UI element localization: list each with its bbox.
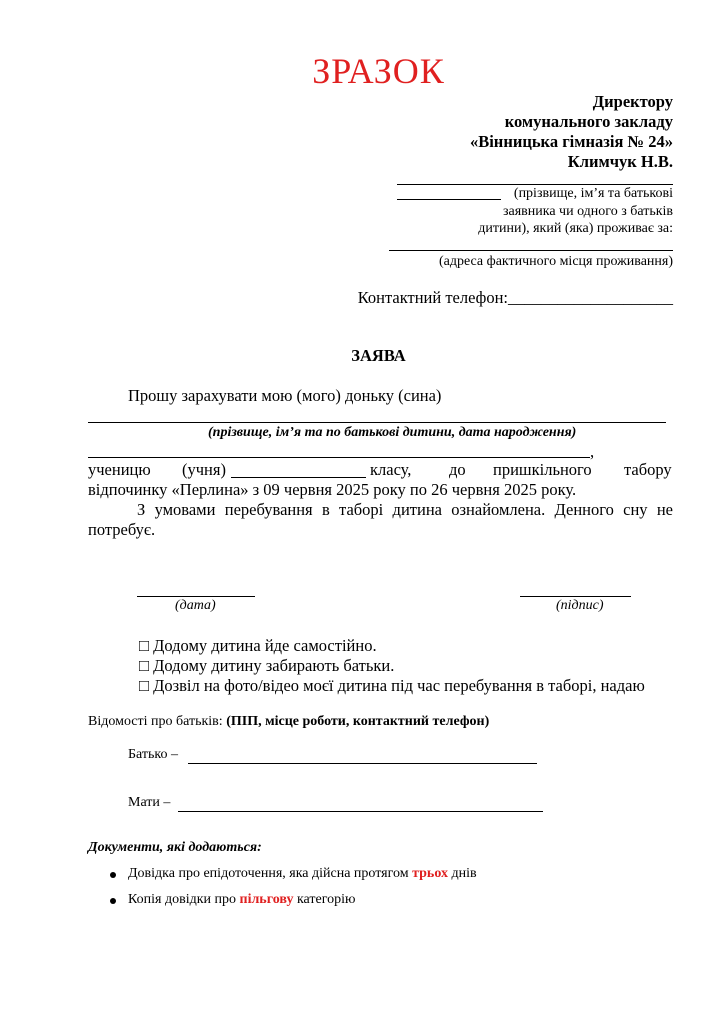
camp-dates-text: відпочинку «Перлина» з 09 червня 2025 року по 26 червня 2025 року.	[88, 480, 577, 499]
attachment-item-2	[128, 892, 355, 908]
addressee-line-4: Климчук Н.В.	[567, 152, 673, 171]
class-word-4: до	[449, 460, 466, 479]
class-word-6: табору	[624, 460, 672, 479]
parents-info-label	[88, 714, 489, 730]
comma: ,	[590, 442, 595, 461]
parents-info-bold: (ПІП, місце роботи, контактний телефон)	[226, 714, 490, 729]
class-number-line	[231, 477, 366, 478]
class-word-2: (учня)	[182, 460, 226, 479]
applicant-hint-3: дитини), який (яка) проживає за:	[478, 221, 673, 236]
applicant-hint-1: (прізвище, ім’я та батькові	[513, 186, 673, 201]
father-line	[188, 763, 537, 764]
contact-phone-field: Контактний телефон:____________________	[357, 288, 673, 307]
attachment-1-pre: Довідка про епідоточення, яка дійсна протягом	[128, 866, 409, 881]
addressee-line-2: комунального закладу	[504, 112, 673, 131]
class-word-3: класу,	[370, 460, 412, 479]
attachment-item-1	[128, 866, 477, 882]
addressee-line-3: «Вінницька гімназія № 24»	[469, 132, 673, 151]
applicant-name-line	[397, 184, 673, 185]
attachments-heading: Документи, які додаються:	[88, 840, 262, 855]
request-text: Прошу зарахувати мою (мого) доньку (сина)	[128, 386, 442, 405]
addressee-line-1: Директору	[592, 92, 673, 111]
address-hint: (адреса фактичного місця проживання)	[438, 254, 673, 269]
option-parents-pickup: □ Додому дитину забирають батьки.	[139, 656, 395, 675]
child-name-line	[88, 422, 666, 423]
attachment-1-post: днів	[451, 866, 477, 881]
bullet-icon	[110, 872, 116, 878]
class-word-1: ученицю	[88, 460, 151, 479]
option-photo-consent: □ Дозвіл на фото/відео моєї дитина під час перебування в таборі, надаю	[139, 676, 645, 695]
conditions-text-2: потребує.	[88, 520, 156, 539]
father-label: Батько –	[128, 747, 178, 762]
parents-info-text: Відомості про батьків:	[88, 714, 223, 729]
bullet-icon	[110, 898, 116, 904]
signature-line	[520, 596, 631, 597]
mother-line	[178, 811, 543, 812]
class-word-5: пришкільного	[493, 460, 592, 479]
date-line	[137, 596, 255, 597]
attachment-2-post: категорію	[296, 892, 356, 907]
address-line	[389, 250, 673, 251]
sample-stamp: ЗРАЗОК	[312, 51, 445, 91]
conditions-text-1: З умовами перебування в таборі дитина ознайомлена. Денного сну не	[137, 500, 673, 519]
attachment-1-highlight: трьох	[412, 866, 448, 881]
date-label: (дата)	[175, 598, 216, 613]
option-walks-home: □ Додому дитина йде самостійно.	[139, 636, 377, 655]
attachment-2-pre: Копія довідки про	[128, 892, 236, 907]
applicant-name-line-short	[397, 199, 501, 200]
child-hint: (прізвище, ім’я та по батькові дитини, дата народження)	[208, 425, 577, 440]
applicant-hint-2: заявника чи одного з батьків	[502, 204, 673, 219]
signature-label: (підпис)	[556, 598, 604, 613]
statement-heading: ЗАЯВА	[351, 346, 406, 365]
attachment-2-highlight: пільгову	[239, 892, 294, 907]
mother-label: Мати –	[128, 795, 171, 810]
child-name-line-2	[88, 457, 590, 458]
